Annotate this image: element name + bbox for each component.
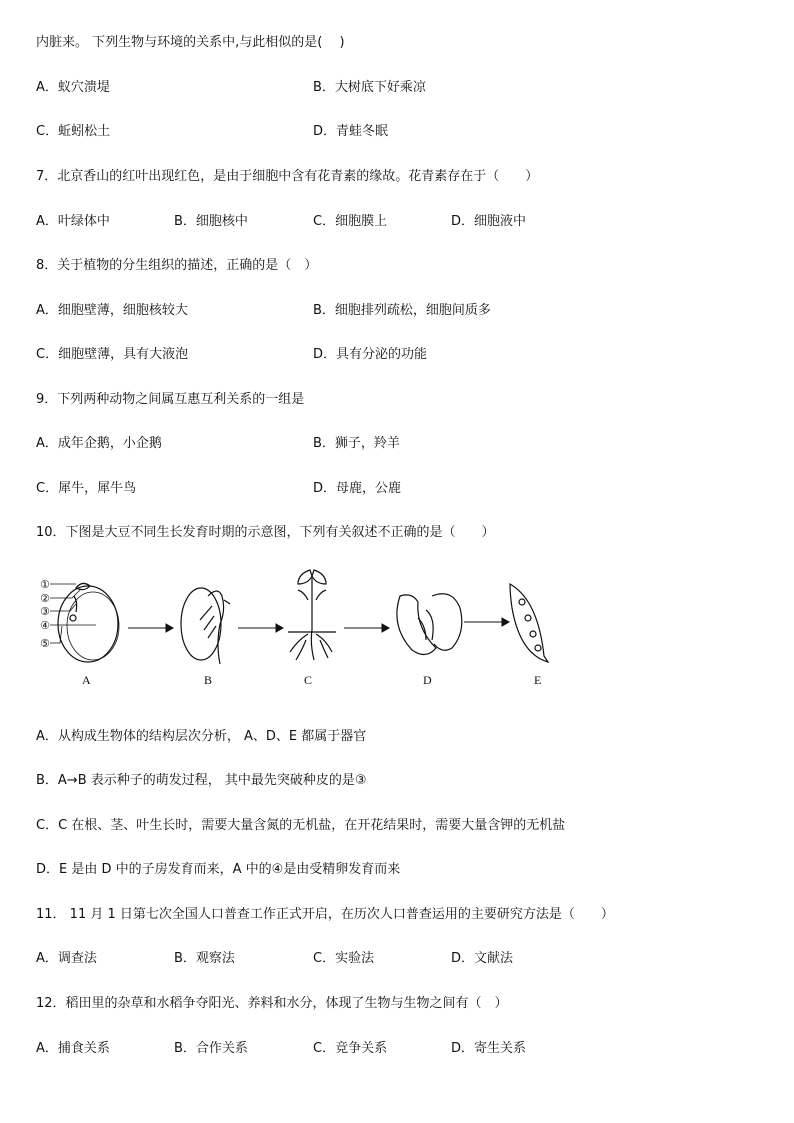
- q9-option-c: C．犀牛，犀牛鸟: [36, 481, 137, 496]
- panel-label-c: C: [304, 673, 313, 687]
- arrow-b-to-c: [238, 624, 283, 632]
- question-11-stem: 11． 11 月 1 日第七次全国人口普查工作正式开启，在历次人口普查运用的主要研究方法是（ ）: [36, 907, 614, 922]
- q9-option-a: A．成年企鹅，小企鹅: [36, 436, 162, 451]
- q9-option-b: B．狮子，羚羊: [313, 436, 400, 451]
- question-9-stem: 9．下列两种动物之间属互惠互利关系的一组是: [36, 392, 305, 407]
- panel-label-d: D: [423, 673, 432, 687]
- seed-label-1: ①: [40, 578, 50, 591]
- q12-option-a: A．捕食关系: [36, 1041, 110, 1056]
- q12-option-c: C．竞争关系: [313, 1041, 388, 1056]
- question-7-stem: 7．北京香山的红叶出现红色，是由于细胞中含有花青素的缘故。花青素存在于（ ）: [36, 169, 539, 184]
- question-12-stem: 12．稻田里的杂草和水稻争夺阳光、养料和水分，体现了生物与生物之间有（ ）: [36, 996, 508, 1011]
- panel-label-b: B: [204, 673, 213, 687]
- panel-label-a: A: [82, 673, 91, 687]
- arrow-c-to-d: [344, 624, 389, 632]
- q8-option-b: B．细胞排列疏松，细胞间质多: [313, 303, 491, 318]
- q11-option-a: A．调查法: [36, 951, 97, 966]
- q11-option-b: B．观察法: [174, 951, 235, 966]
- seed-label-2: ②: [40, 592, 50, 605]
- flower-illustration: [397, 594, 462, 655]
- soybean-growth-figure: [36, 566, 566, 696]
- seedling-illustration: [288, 570, 336, 660]
- q8-option-a: A．细胞壁薄，细胞核较大: [36, 303, 188, 318]
- option-c: C．蚯蚓松土: [36, 124, 111, 139]
- seed-label-5: ⑤: [40, 637, 50, 650]
- q11-option-d: D．文献法: [451, 951, 514, 966]
- bean-pod-illustration: [510, 584, 548, 662]
- question-stem-tail: 内脏来。 下列生物与环境的关系中,与此相似的是( ): [36, 35, 345, 50]
- q10-option-d: D．E 是由 D 中的子房发育而来，A 中的④是由受精卵发育而来: [36, 862, 401, 877]
- arrow-a-to-b: [128, 624, 173, 632]
- arrow-d-to-e: [464, 618, 509, 626]
- germinating-seed-illustration: [181, 588, 230, 664]
- option-a: A．蚁穴溃堤: [36, 80, 110, 95]
- q7-option-d: D．细胞液中: [451, 214, 527, 229]
- q7-option-b: B．细胞核中: [174, 214, 248, 229]
- q10-option-a: A．从构成生物体的结构层次分析， A、D、E 都属于器官: [36, 729, 367, 744]
- seed-section-illustration: [58, 583, 119, 662]
- seed-label-3: ③: [40, 605, 50, 618]
- q12-option-d: D．寄生关系: [451, 1041, 527, 1056]
- q10-option-b: B．A→B 表示种子的萌发过程， 其中最先突破种皮的是③: [36, 773, 367, 788]
- q10-option-c: C．C 在根、茎、叶生长时，需要大量含氮的无机盐，在开花结果时，需要大量含钾的无机盐: [36, 818, 566, 833]
- q7-option-a: A．叶绿体中: [36, 214, 110, 229]
- q11-option-c: C．实验法: [313, 951, 375, 966]
- seed-part-leader-lines: [50, 584, 96, 643]
- option-b: B．大树底下好乘凉: [313, 80, 426, 95]
- q8-option-d: D．具有分泌的功能: [313, 347, 428, 362]
- q9-option-d: D．母鹿，公鹿: [313, 481, 402, 496]
- option-d: D．青蛙冬眠: [313, 124, 389, 139]
- question-10-stem: 10．下图是大豆不同生长发育时期的示意图，下列有关叙述不正确的是（ ）: [36, 525, 495, 540]
- q8-option-c: C．细胞壁薄，具有大液泡: [36, 347, 189, 362]
- q12-option-b: B．合作关系: [174, 1041, 248, 1056]
- q7-option-c: C．细胞膜上: [313, 214, 388, 229]
- seed-label-4: ④: [40, 619, 50, 632]
- question-8-stem: 8．关于植物的分生组织的描述，正确的是（ ）: [36, 258, 318, 273]
- panel-label-e: E: [534, 673, 542, 687]
